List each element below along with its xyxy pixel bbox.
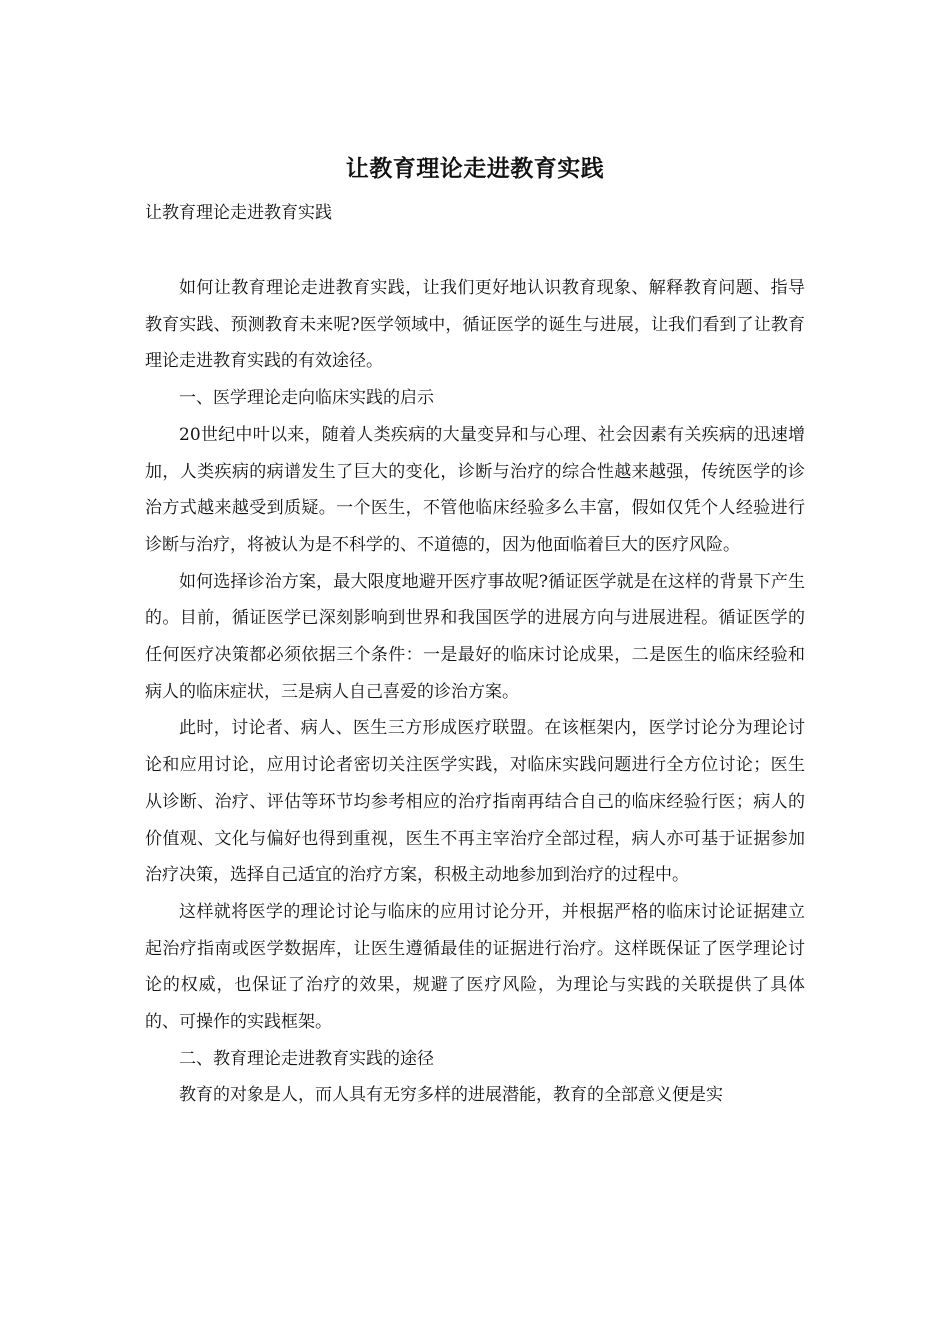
paragraph-intro: 如何让教育理论走进教育实践，让我们更好地认识教育现象、解释教育问题、指导教育实践、预测教育未来呢?医学领域中，循证医学的诞生与进展，让我们看到了让教育理论走进教育实践的有效途径。 bbox=[145, 278, 805, 372]
section-heading-2: 二、教育理论走进教育实践的途径 bbox=[179, 1048, 434, 1069]
document-subtitle: 让教育理论走进教育实践 bbox=[145, 203, 332, 223]
paragraph-theory-practice-framework: 这样就将医学的理论讨论与临床的应用讨论分开，并根据严格的临床讨论证据建立起治疗指南或医学数据库，让医生遵循最佳的证据进行治疗。这样既保证了医学理论讨论的权威，也保证了治疗的效果，规避了医疗风险，为理论与实践的关联提供了具体的、可操作的实践框架。 bbox=[145, 901, 805, 1033]
paragraph-medical-alliance: 此时，讨论者、病人、医生三方形成医疗联盟。在该框架内，医学讨论分为理论讨论和应用讨论，应用讨论者密切关注医学实践，对临床实践问题进行全方位讨论；医生从诊断、治疗、评估等环节均参考相应的治疗指南再结合自己的临床经验行医；病人的价值观、文化与偏好也得到重视，医生不再主宰治疗全部过程，病人亦可基于证据参加治疗决策，选择自己适宜的治疗方案，积极主动地参加到治疗的过程中。 bbox=[145, 718, 805, 886]
paragraph-evidence-based-medicine: 如何选择诊治方案，最大限度地避开医疗事故呢?循证医学就是在这样的背景下产生的。目前，循证医学已深刻影响到世界和我国医学的进展方向与进展进程。循证医学的任何医疗决策都必须依据三个条件：一是最好的临床讨论成果，二是医生的临床经验和病人的临床症状，三是病人自己喜爱的诊治方案。 bbox=[145, 571, 805, 702]
document-body bbox=[145, 270, 805, 1114]
paragraph-medical-background: 20世纪中叶以来，随着人类疾病的大量变异和与心理、社会因素有关疾病的迅速增加，人类疾病的病谱发生了巨大的变化，诊断与治疗的综合性越来越强，传统医学的诊治方式越来越受到质疑。一个医生，不管他临床经验多么丰富，假如仅凭个人经验进行诊断与治疗，将被认为是不科学的、不道德的，因为他面临着巨大的医疗风险。 bbox=[145, 424, 805, 555]
paragraph-education-object: 教育的对象是人，而人具有无穷多样的进展潜能，教育的全部意义便是实 bbox=[179, 1085, 723, 1106]
section-heading-1: 一、医学理论走向临床实践的启示 bbox=[179, 388, 434, 409]
document-title: 让教育理论走进教育实践 bbox=[345, 155, 605, 182]
